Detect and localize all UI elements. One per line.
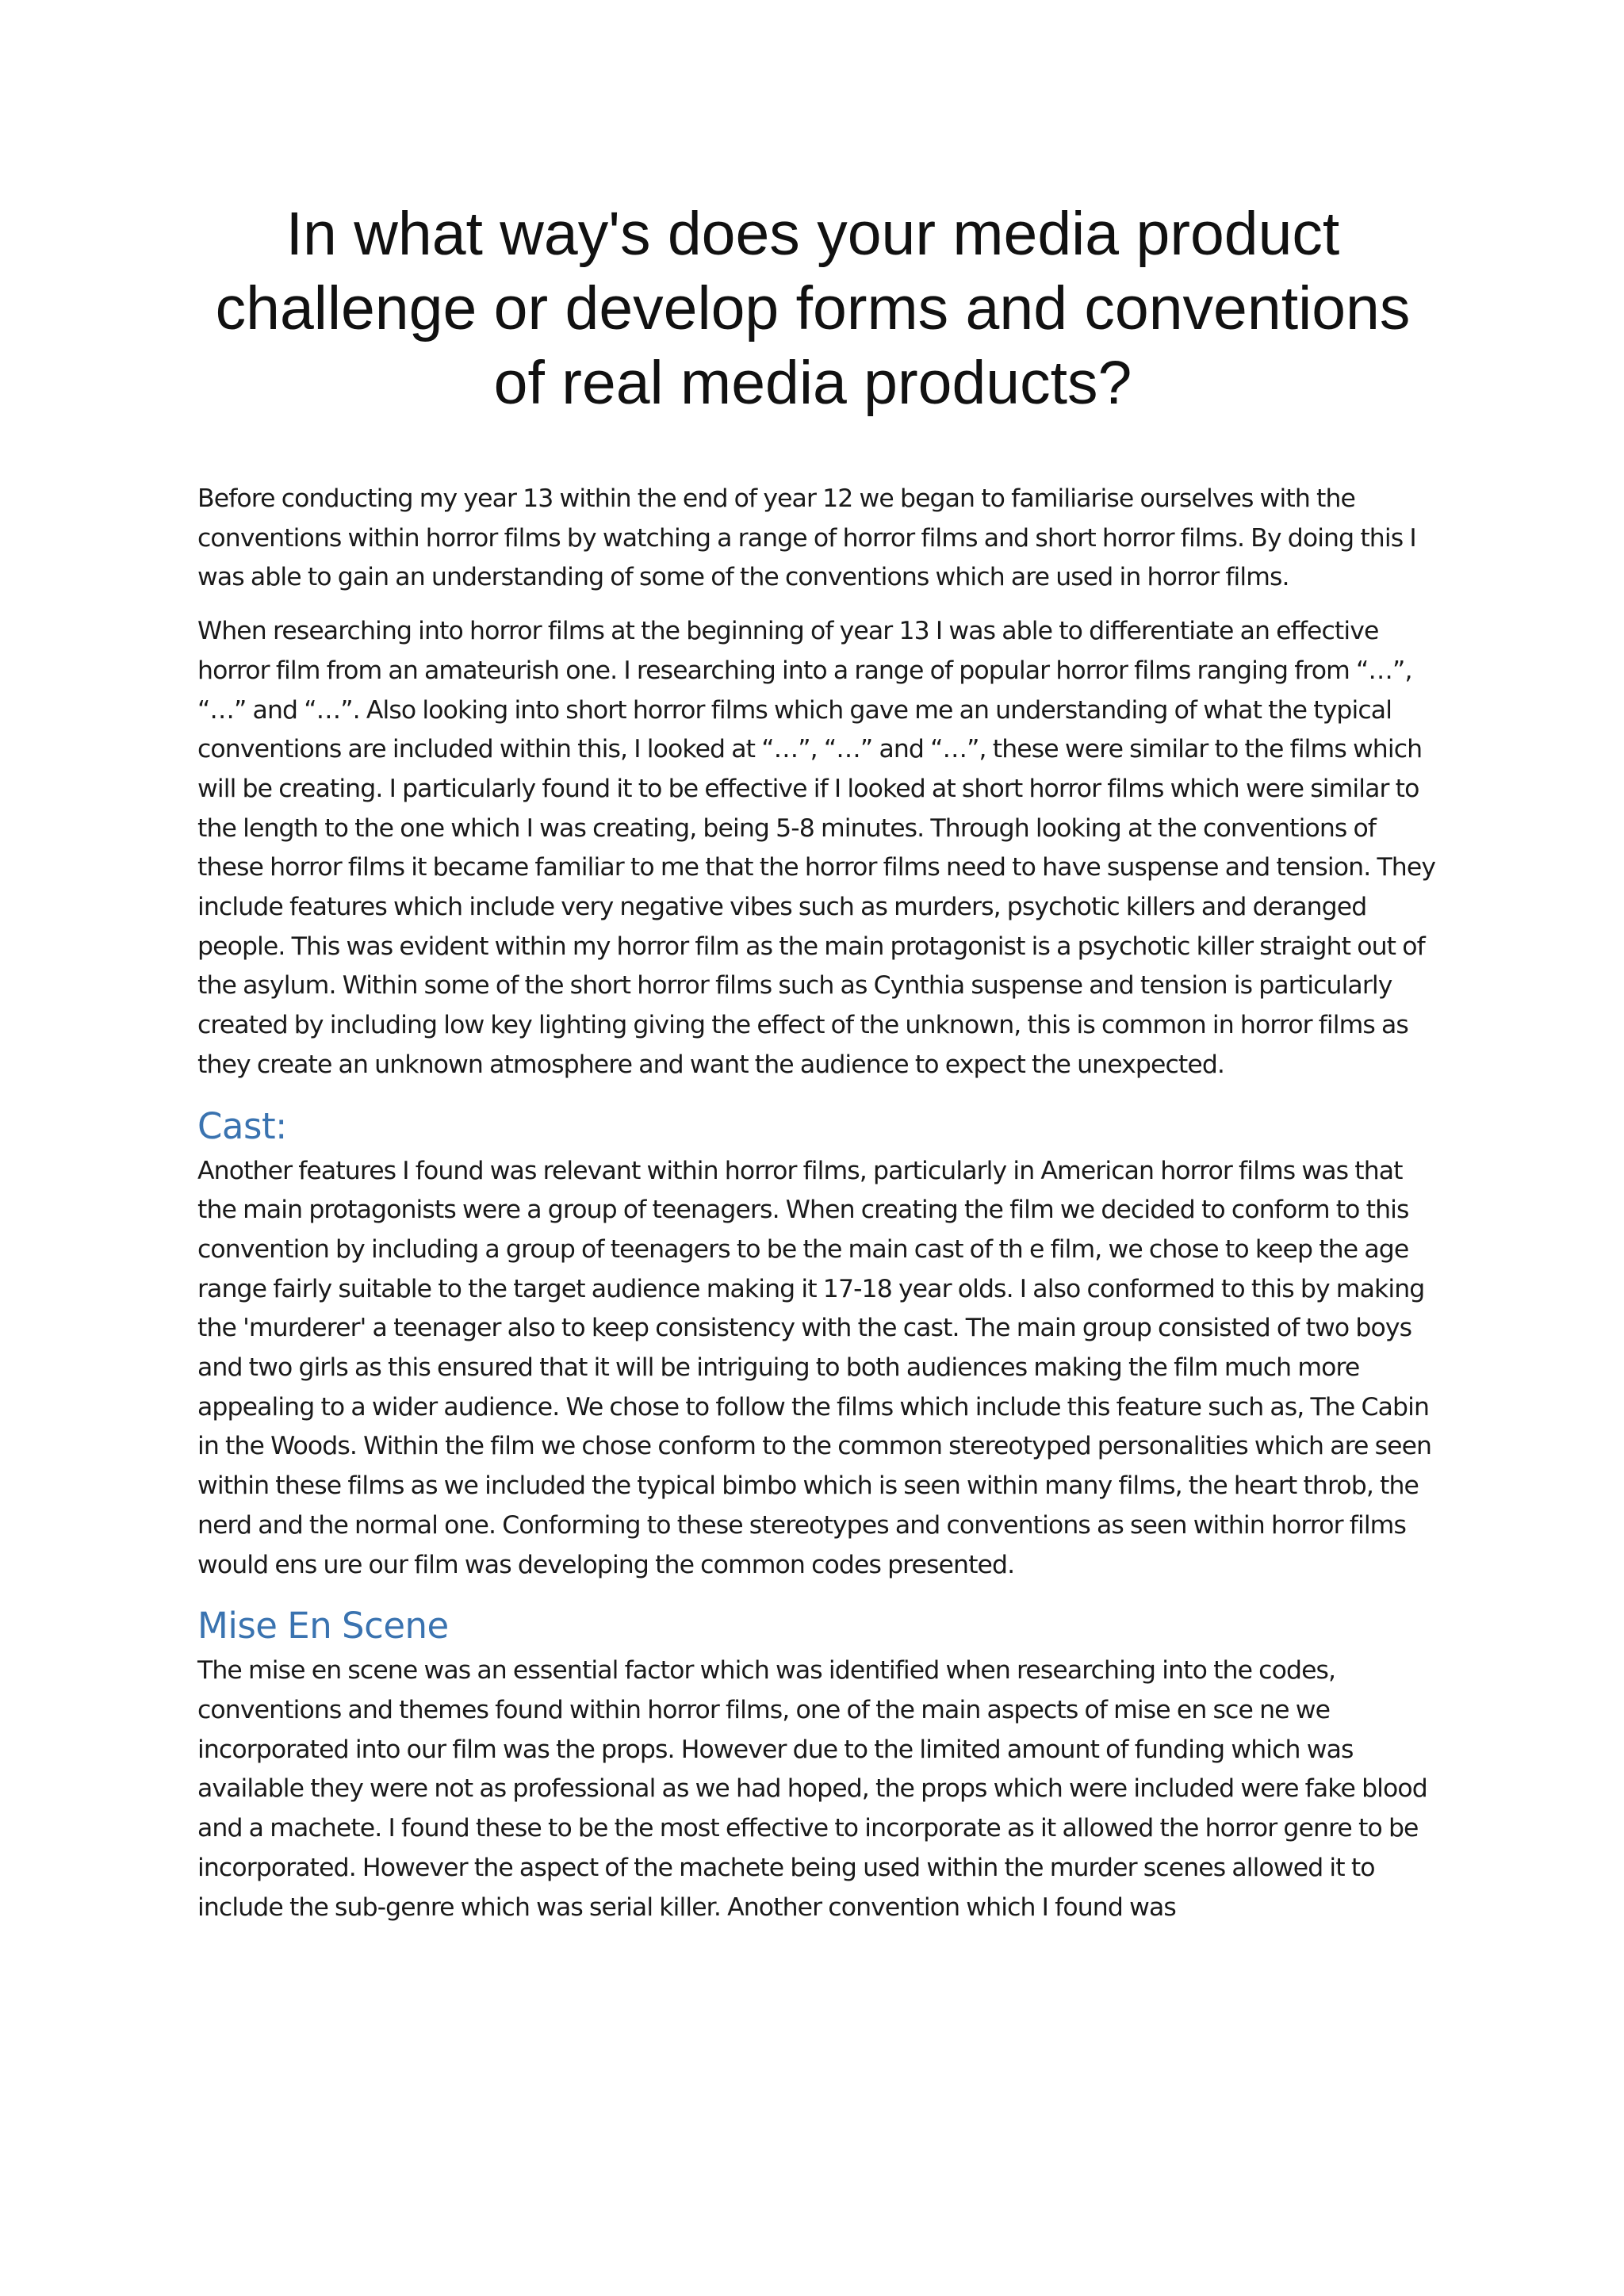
intro-paragraph-2: When researching into horror films at the beginning of year 13 I was able to differentiate an effective horror film from an amateurish one. I researching into a range of popular horror films ranging from “…”, “…” and “…”. Also looking into short horror films which gave me an understanding of what the typical conventions are included within this, I looked at “…”, “…” and “…”, these were similar to the films which will be creating. I particularly found it to be effective if I looked at short horror films which were similar to the length to the one which I was creating, being 5-8 minutes. Through looking at the conventions of these horror films it became familiar to me that the horror films need to have suspense and tension. They include features which include very negative vibes such as murders, psychotic killers and deranged people. This was evident within my horror film as the main protagonist is a psychotic killer straight out of the asylum. Within some of the short horror films such as Cynthia suspense and tension is particularly created by including low key lighting giving the effect of the unknown, this is common in horror films as they create an unknown atmosphere and want the audience to expect the unexpected.: [197, 617, 1436, 1079]
intro-paragraph-1: Before conducting my year 13 within the end of year 12 we began to familiarise ourselves with the conventions within horror films by watching a range of horror films and short horror films. By doing this I was able to gain an understanding of some of the conventions which are used in horror films.: [197, 484, 1416, 592]
mise-en-scene-heading: Mise En Scene: [197, 1605, 449, 1647]
document-body: [197, 480, 1446, 1942]
mise-en-scene-paragraph: The mise en scene was an essential factor which was identified when researching into the codes, conventions and themes found within horror films, one of the main aspects of mise en sce ne we incorporated into our film was the props. However due to the limited amount of funding which was available they were not as professional as we had hoped, the props which were included were fake blood and a machete. I found these to be the most effective to incorporate as it allowed the horror genre to be incorporated. However the aspect of the machete being used within the murder scenes allowed it to include the sub-genre which was serial killer. Another convention which I found was: [197, 1656, 1427, 1922]
page-title: In what way's does your media product challenge or develop forms and conventions of real media products?: [215, 200, 1411, 417]
cast-heading: Cast:: [197, 1104, 287, 1147]
cast-paragraph: Another features I found was relevant within horror films, particularly in American horror films was that the main protagonists were a group of teenagers. When creating the film we decided to conform to this convention by including a group of teenagers to be the main cast of th e film, we chose to keep the age range fairly suitable to the target audience making it 17-18 year olds. I also conformed to this by making the 'murderer' a teenager also to keep consistency with the cast. The main group consisted of two boys and two girls as this ensured that it will be intriguing to both audiences making the film much more appealing to a wider audience. We chose to follow the films which include this feature such as, The Cabin in the Woods. Within the film we chose conform to the common stereotyped personalities which are seen within these films as we included the typical bimbo which is seen within many films, the heart throb, the nerd and the normal one. Conforming to these stereotypes and conventions as seen within horror films would ens ure our film was developing the common codes presented.: [197, 1156, 1432, 1579]
